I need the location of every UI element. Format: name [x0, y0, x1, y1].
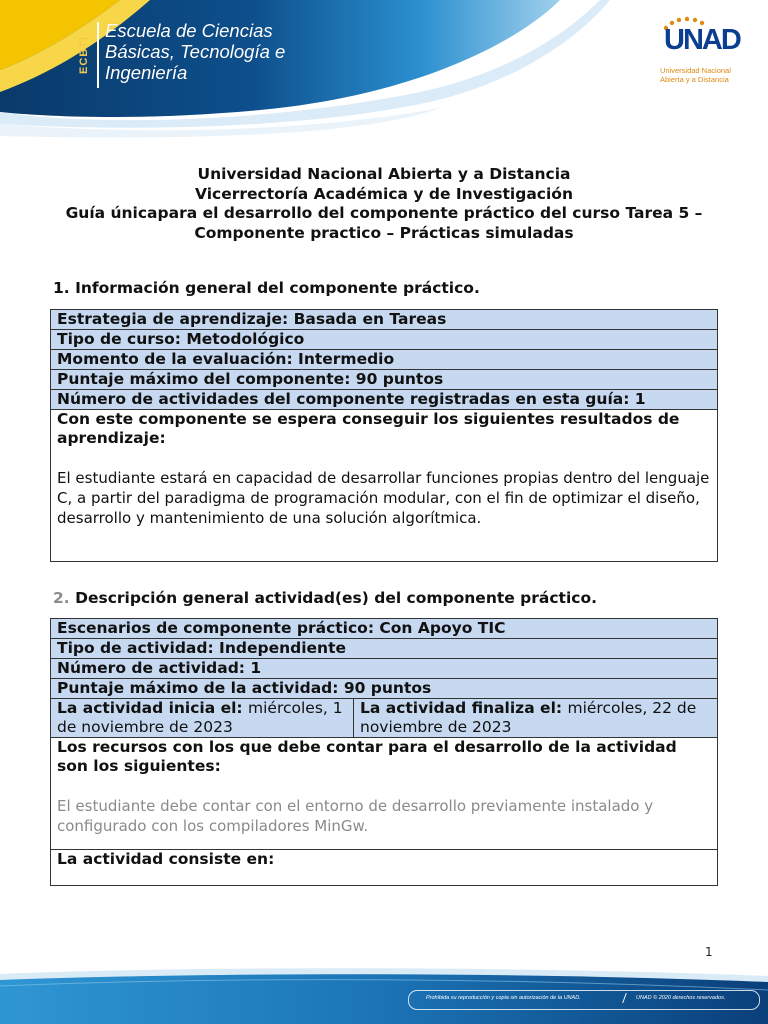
- header-banner: [0, 0, 768, 140]
- table-row: [51, 699, 718, 738]
- unad-wordmark: UNAD: [664, 24, 740, 56]
- section-1-heading: 1. Información general del componente práctico.: [53, 279, 480, 297]
- activity-number-cell: Número de actividad: 1: [51, 659, 718, 679]
- unad-logo: [660, 16, 740, 88]
- activity-max-score-cell: Puntaje máximo de la actividad: 90 puntos: [51, 679, 718, 699]
- table-row: [51, 350, 718, 370]
- school-name: [105, 20, 285, 90]
- table-row: [51, 639, 718, 659]
- start-date-label: La actividad inicia el:: [57, 699, 243, 717]
- learning-outcomes-text: El estudiante estará en capacidad de desarrollar funciones propias dentro del lenguaje C, a partir del paradigma de programación modular, con el fin de optimizar el diseño, desarrollo y mantenimiento de una solución algorítmica.: [57, 469, 710, 527]
- table-row: [51, 410, 718, 562]
- end-date-cell: [354, 699, 718, 738]
- activity-count-cell: Número de actividades del componente registradas en esta guía: 1: [51, 390, 718, 410]
- ecbti-logo: [76, 20, 285, 90]
- footer-rights: UNAD © 2020 derechos reservados.: [636, 995, 726, 1001]
- section-1-table: [50, 309, 718, 562]
- end-date-label: La actividad finaliza el:: [360, 699, 563, 717]
- footer-copyright-notice: Prohibida su reproducción y copia sin autorización de la UNAD.: [426, 995, 581, 1001]
- scenario-cell: Escenarios de componente práctico: Con Apoyo TIC: [51, 619, 718, 639]
- activity-description-heading: La actividad consiste en:: [57, 850, 275, 868]
- title-line-1: Universidad Nacional Abierta y a Distancia: [197, 165, 571, 183]
- strategy-cell: Estrategia de aprendizaje: Basada en Tareas: [51, 310, 718, 330]
- title-line-4: Componente practico – Prácticas simuladas: [194, 223, 574, 242]
- table-row: [51, 370, 718, 390]
- page-number: 1: [705, 945, 713, 959]
- document-title: [40, 165, 728, 243]
- table-row: [51, 619, 718, 639]
- table-row: [51, 310, 718, 330]
- activity-type-cell: Tipo de actividad: Independiente: [51, 639, 718, 659]
- start-date-value: miércoles, 1 de noviembre de 2023: [57, 699, 343, 736]
- end-date-value: miércoles, 22 de noviembre de 2023: [360, 699, 697, 736]
- table-row: [51, 679, 718, 699]
- course-type-cell: Tipo de curso: Metodológico: [51, 330, 718, 350]
- activity-description-cell: [51, 850, 718, 886]
- learning-outcomes-heading: Con este componente se espera conseguir los siguientes resultados de aprendizaje:: [57, 410, 680, 447]
- table-row: [51, 659, 718, 679]
- section-2-title: Descripción general actividad(es) del componente práctico.: [75, 589, 598, 607]
- table-row: [51, 738, 718, 850]
- school-name-line-1: Escuela de Ciencias: [105, 20, 273, 41]
- school-name-line-2: Básicas, Tecnología e: [105, 41, 286, 62]
- start-date-cell: [51, 699, 354, 738]
- section-2-table: [50, 618, 718, 886]
- unad-subtitle-line-1: Universidad Nacional: [660, 66, 731, 75]
- learning-outcomes-cell: [51, 410, 718, 562]
- ecbti-divider: [97, 22, 99, 88]
- resources-text: El estudiante debe contar con el entorno de desarrollo previamente instalado y configurado con los compiladores MinGw.: [57, 797, 654, 835]
- resources-heading: Los recursos con los que debe contar para el desarrollo de la actividad son los siguientes:: [57, 738, 677, 775]
- school-name-line-3: Ingeniería: [105, 62, 188, 83]
- ecbti-mark: ECBTI: [78, 36, 90, 74]
- resources-cell: [51, 738, 718, 850]
- table-row: [51, 850, 718, 886]
- max-score-cell: Puntaje máximo del componente: 90 puntos: [51, 370, 718, 390]
- title-line-3: Guía únicapara el desarrollo del componente práctico del curso Tarea 5 –: [65, 204, 703, 222]
- table-row: [51, 330, 718, 350]
- evaluation-moment-cell: Momento de la evaluación: Intermedio: [51, 350, 718, 370]
- title-line-2: Vicerrectoría Académica y de Investigación: [195, 184, 573, 203]
- section-2-number: 2.: [53, 589, 70, 607]
- section-2-heading: [53, 589, 597, 607]
- unad-subtitle-line-2: Abierta y a Distancia: [660, 75, 729, 84]
- table-row: [51, 390, 718, 410]
